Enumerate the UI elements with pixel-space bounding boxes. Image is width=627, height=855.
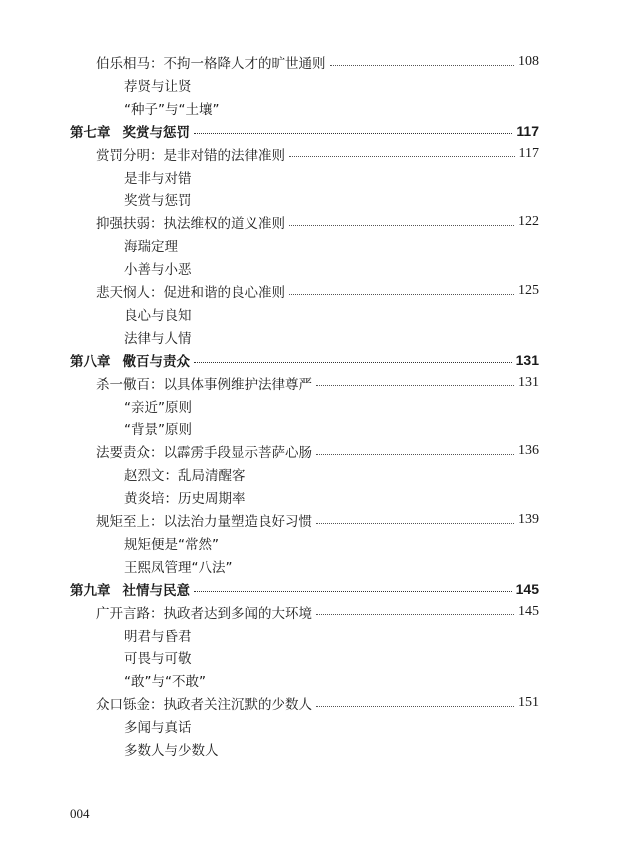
toc-section-row xyxy=(0,280,627,302)
toc-subtopic-row xyxy=(0,646,627,668)
page-number: 004 xyxy=(70,806,90,821)
chapter-title: 儆百与责众 xyxy=(122,353,190,370)
subtopic-title: 荐贤与让贤 xyxy=(124,78,192,95)
toc-subtopic-row xyxy=(0,738,627,760)
leader-dots xyxy=(316,385,514,386)
toc-chapter-entry xyxy=(70,578,539,600)
leader-dots xyxy=(316,706,514,707)
leader-dots xyxy=(316,614,514,615)
section-title: 广开言路：执政者达到多闻的大环境 xyxy=(96,605,312,622)
toc-section-entry xyxy=(96,372,539,394)
toc-subtopic-row xyxy=(0,669,627,691)
section-page-number: 122 xyxy=(518,214,539,230)
toc-subtopic-row xyxy=(0,715,627,737)
chapter-title: 奖赏与惩罚 xyxy=(122,124,190,141)
section-title: 杀一儆百：以具体事例维护法律尊严 xyxy=(96,376,312,393)
leader-dots xyxy=(194,591,512,592)
toc-subtopic-row xyxy=(0,532,627,554)
subtopic-title: “种子”与“土壤” xyxy=(124,101,220,118)
subtopic-title: 法律与人情 xyxy=(124,330,192,347)
toc-subtopic-row xyxy=(0,463,627,485)
toc-section-entry xyxy=(96,280,539,302)
chapter-page-number: 131 xyxy=(515,351,539,368)
toc-chapter-entry xyxy=(70,120,539,142)
section-title: 悲天悯人：促进和谐的良心准则 xyxy=(96,285,285,301)
section-title: 伯乐相马：不拘一格降人才的旷世通则 xyxy=(96,56,326,72)
toc-section-entry xyxy=(96,143,539,165)
section-title: 众口铄金：执政者关注沉默的少数人 xyxy=(96,697,312,714)
toc-section-entry xyxy=(96,211,539,233)
toc-subtopic-row xyxy=(0,257,627,279)
toc-section-row xyxy=(0,51,627,73)
toc-section-entry xyxy=(96,692,539,714)
section-page-number: 151 xyxy=(518,695,539,711)
section-title: 规矩至上：以法治力量塑造良好习惯 xyxy=(96,514,312,530)
toc-subtopic-row xyxy=(0,74,627,96)
subtopic-title: 王熙凤管理“八法” xyxy=(124,559,233,576)
subtopic-title: 多数人与少数人 xyxy=(124,743,219,759)
section-title: 法要责众：以霹雳手段显示菩萨心肠 xyxy=(96,445,312,462)
section-page-number: 131 xyxy=(518,374,539,390)
subtopic-title: 奖赏与惩罚 xyxy=(124,193,192,210)
leader-dots xyxy=(194,362,512,363)
toc-chapter-row xyxy=(0,578,627,600)
toc-subtopic-row xyxy=(0,486,627,508)
toc-subtopic-row xyxy=(0,395,627,417)
leader-dots xyxy=(289,294,514,295)
subtopic-title: 赵烈文：乱局清醒客 xyxy=(124,468,246,485)
leader-dots xyxy=(289,156,515,157)
toc-section-entry xyxy=(96,440,539,462)
toc-section-row xyxy=(0,509,627,531)
toc-chapter-row xyxy=(0,120,627,142)
subtopic-title: 明君与昏君 xyxy=(124,628,192,645)
chapter-number: 第九章 xyxy=(70,582,111,599)
subtopic-title: 海瑞定理 xyxy=(124,239,178,256)
subtopic-title: 规矩便是“常然” xyxy=(124,536,219,553)
section-page-number: 117 xyxy=(518,145,539,161)
subtopic-title: “敢”与“不敢” xyxy=(124,674,206,691)
leader-dots xyxy=(316,454,514,455)
subtopic-title: 多闻与真话 xyxy=(124,720,192,737)
section-page-number: 139 xyxy=(518,512,539,527)
subtopic-title: “背景”原则 xyxy=(124,422,192,439)
leader-dots xyxy=(289,225,514,226)
subtopic-title: 良心与良知 xyxy=(124,307,192,324)
chapter-number: 第七章 xyxy=(70,124,111,141)
section-title: 赏罚分明：是非对错的法律准则 xyxy=(96,147,285,164)
section-page-number: 125 xyxy=(518,283,539,298)
chapter-number: 第八章 xyxy=(70,353,111,370)
toc-chapter-entry xyxy=(70,349,539,371)
toc-section-entry xyxy=(96,601,539,623)
toc-subtopic-row xyxy=(0,326,627,348)
toc-section-row xyxy=(0,601,627,623)
toc-section-row xyxy=(0,692,627,714)
subtopic-title: 小善与小恶 xyxy=(124,262,192,279)
toc-section-entry xyxy=(96,51,539,73)
subtopic-title: 是非与对错 xyxy=(124,170,192,187)
leader-dots xyxy=(194,133,512,134)
toc-subtopic-row xyxy=(0,624,627,646)
leader-dots xyxy=(330,65,515,66)
section-page-number: 108 xyxy=(518,54,539,69)
toc-subtopic-row xyxy=(0,97,627,119)
toc-section-row xyxy=(0,211,627,233)
toc-subtopic-row xyxy=(0,188,627,210)
toc-section-row xyxy=(0,143,627,165)
chapter-page-number: 117 xyxy=(516,122,539,139)
subtopic-title: 可畏与可敬 xyxy=(124,651,192,668)
section-page-number: 145 xyxy=(518,603,539,619)
toc-section-row xyxy=(0,440,627,462)
toc-subtopic-row xyxy=(0,417,627,439)
toc-subtopic-row xyxy=(0,234,627,256)
toc-subtopic-row xyxy=(0,555,627,577)
subtopic-title: 黄炎培：历史周期率 xyxy=(124,491,246,508)
toc-subtopic-row xyxy=(0,303,627,325)
leader-dots xyxy=(316,523,514,524)
toc-subtopic-row xyxy=(0,166,627,188)
toc-section-row xyxy=(0,372,627,394)
chapter-page-number: 145 xyxy=(515,580,539,597)
toc-section-entry xyxy=(96,509,539,531)
toc-chapter-row xyxy=(0,349,627,371)
section-page-number: 136 xyxy=(518,443,539,459)
subtopic-title: “亲近”原则 xyxy=(124,399,192,416)
section-title: 抑强扶弱：执法维权的道义准则 xyxy=(96,216,285,233)
chapter-title: 社情与民意 xyxy=(122,582,190,599)
